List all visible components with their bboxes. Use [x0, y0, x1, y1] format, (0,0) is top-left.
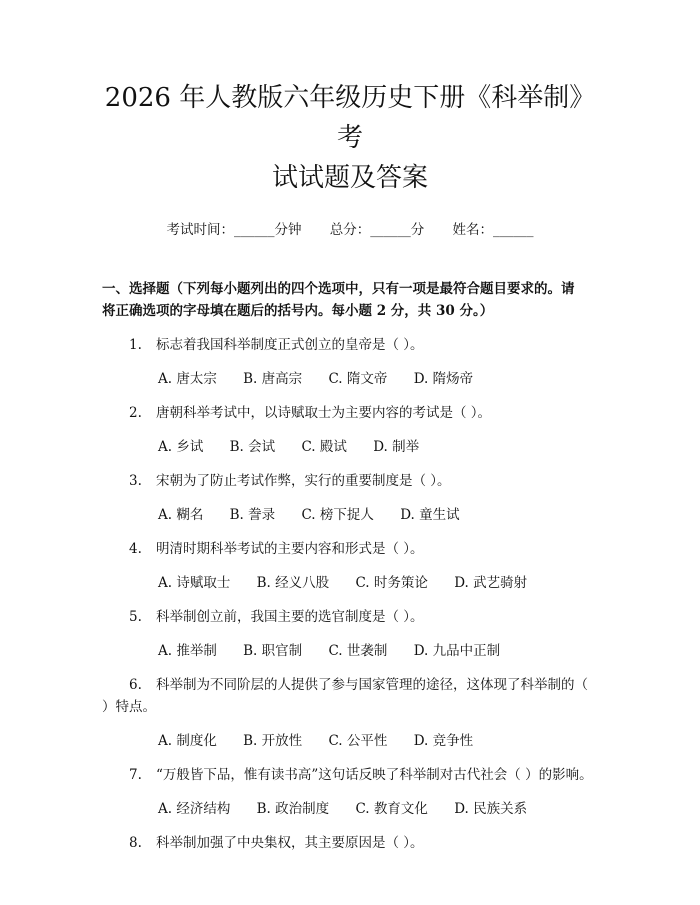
question-2: [102, 402, 598, 458]
option-b[interactable]: B. 会试: [229, 439, 276, 455]
question-text: 标志着我国科举制度正式创立的皇帝是（ ）。: [156, 337, 424, 353]
question-number: 7.: [129, 767, 142, 783]
section-heading: [102, 278, 598, 322]
question-text: 明清时期科举考试的主要内容和形式是（ ）。: [156, 541, 424, 557]
options-row: [102, 436, 598, 458]
question-7: [102, 764, 598, 820]
option-c[interactable]: C. 教育文化: [355, 801, 428, 817]
option-d[interactable]: D. 制举: [373, 439, 420, 455]
student-name: 姓名：______: [452, 222, 534, 238]
option-a[interactable]: A. 制度化: [158, 733, 217, 749]
question-text: 唐朝科举考试中，以诗赋取士为主要内容的考试是（ ）。: [156, 405, 492, 421]
option-d[interactable]: D. 隋炀帝: [413, 371, 474, 387]
option-a[interactable]: A. 糊名: [158, 507, 204, 523]
question-text: “万般皆下品，惟有读书高”这句话反映了科举制对古代社会（ ）的影响。: [156, 767, 593, 783]
question-number: 8.: [129, 835, 142, 851]
question-stem: [102, 334, 598, 356]
section-heading-line-2: 将正确选项的字母填在题后的括号内。每小题 2 分，共 30 分。）: [102, 303, 494, 319]
title-line-1: 2026 年人教版六年级历史下册《科举制》考: [104, 83, 596, 153]
page-title: [102, 78, 598, 198]
options-row: [102, 504, 598, 526]
option-b[interactable]: B. 开放性: [243, 733, 303, 749]
options-row: [102, 640, 598, 662]
question-6: [102, 674, 598, 752]
options-row: [102, 730, 598, 752]
question-text: 科举制为不同阶层的人提供了参与国家管理的途径，这体现了科举制的（ ）特点。: [102, 677, 588, 715]
question-stem: [102, 402, 598, 424]
option-c[interactable]: C. 殿试: [301, 439, 347, 455]
option-d[interactable]: D. 民族关系: [454, 801, 528, 817]
question-text: 宋朝为了防止考试作弊，实行的重要制度是（ ）。: [156, 473, 451, 489]
option-c[interactable]: C. 榜下捉人: [301, 507, 374, 523]
question-number: 5.: [129, 609, 142, 625]
option-a[interactable]: A. 乡试: [158, 439, 204, 455]
question-5: [102, 606, 598, 662]
question-text: 科举制创立前，我国主要的选官制度是（ ）。: [156, 609, 424, 625]
option-a[interactable]: A. 唐太宗: [158, 371, 217, 387]
question-stem: [102, 674, 598, 718]
question-stem: [102, 832, 598, 854]
option-d[interactable]: D. 武艺骑射: [454, 575, 528, 591]
option-a[interactable]: A. 诗赋取士: [158, 575, 231, 591]
option-d[interactable]: D. 童生试: [400, 507, 460, 523]
question-stem: [102, 538, 598, 560]
exam-time: 考试时间：______分钟: [166, 222, 302, 238]
total-score: 总分：______分: [329, 222, 425, 238]
option-c[interactable]: C. 时务策论: [355, 575, 428, 591]
question-number: 4.: [129, 541, 142, 557]
option-d[interactable]: D. 九品中正制: [413, 643, 501, 659]
options-row: [102, 572, 598, 594]
question-1: [102, 334, 598, 390]
question-3: [102, 470, 598, 526]
question-number: 1.: [129, 337, 142, 353]
option-b[interactable]: B. 唐高宗: [243, 371, 303, 387]
options-row: [102, 798, 598, 820]
question-list: [102, 334, 598, 854]
options-row: [102, 368, 598, 390]
option-a[interactable]: A. 推举制: [158, 643, 217, 659]
exam-meta: [102, 218, 598, 238]
option-c[interactable]: C. 隋文帝: [328, 371, 388, 387]
option-a[interactable]: A. 经济结构: [158, 801, 231, 817]
option-b[interactable]: B. 政治制度: [256, 801, 330, 817]
option-b[interactable]: B. 誊录: [229, 507, 276, 523]
question-text: 科举制加强了中央集权，其主要原因是（ ）。: [156, 835, 424, 851]
question-number: 3.: [129, 473, 142, 489]
question-stem: [102, 470, 598, 492]
option-c[interactable]: C. 公平性: [328, 733, 388, 749]
question-stem: [102, 764, 598, 786]
question-number: 6.: [129, 677, 142, 693]
option-c[interactable]: C. 世袭制: [328, 643, 388, 659]
question-4: [102, 538, 598, 594]
section-heading-line-1: 一、选择题（下列每小题列出的四个选项中，只有一项是最符合题目要求的。请: [102, 281, 575, 297]
option-b[interactable]: B. 经义八股: [256, 575, 330, 591]
question-number: 2.: [129, 405, 142, 421]
question-stem: [102, 606, 598, 628]
title-line-2: 试试题及答案: [271, 163, 428, 193]
option-b[interactable]: B. 职官制: [243, 643, 303, 659]
question-8: [102, 832, 598, 854]
option-d[interactable]: D. 竞争性: [413, 733, 474, 749]
